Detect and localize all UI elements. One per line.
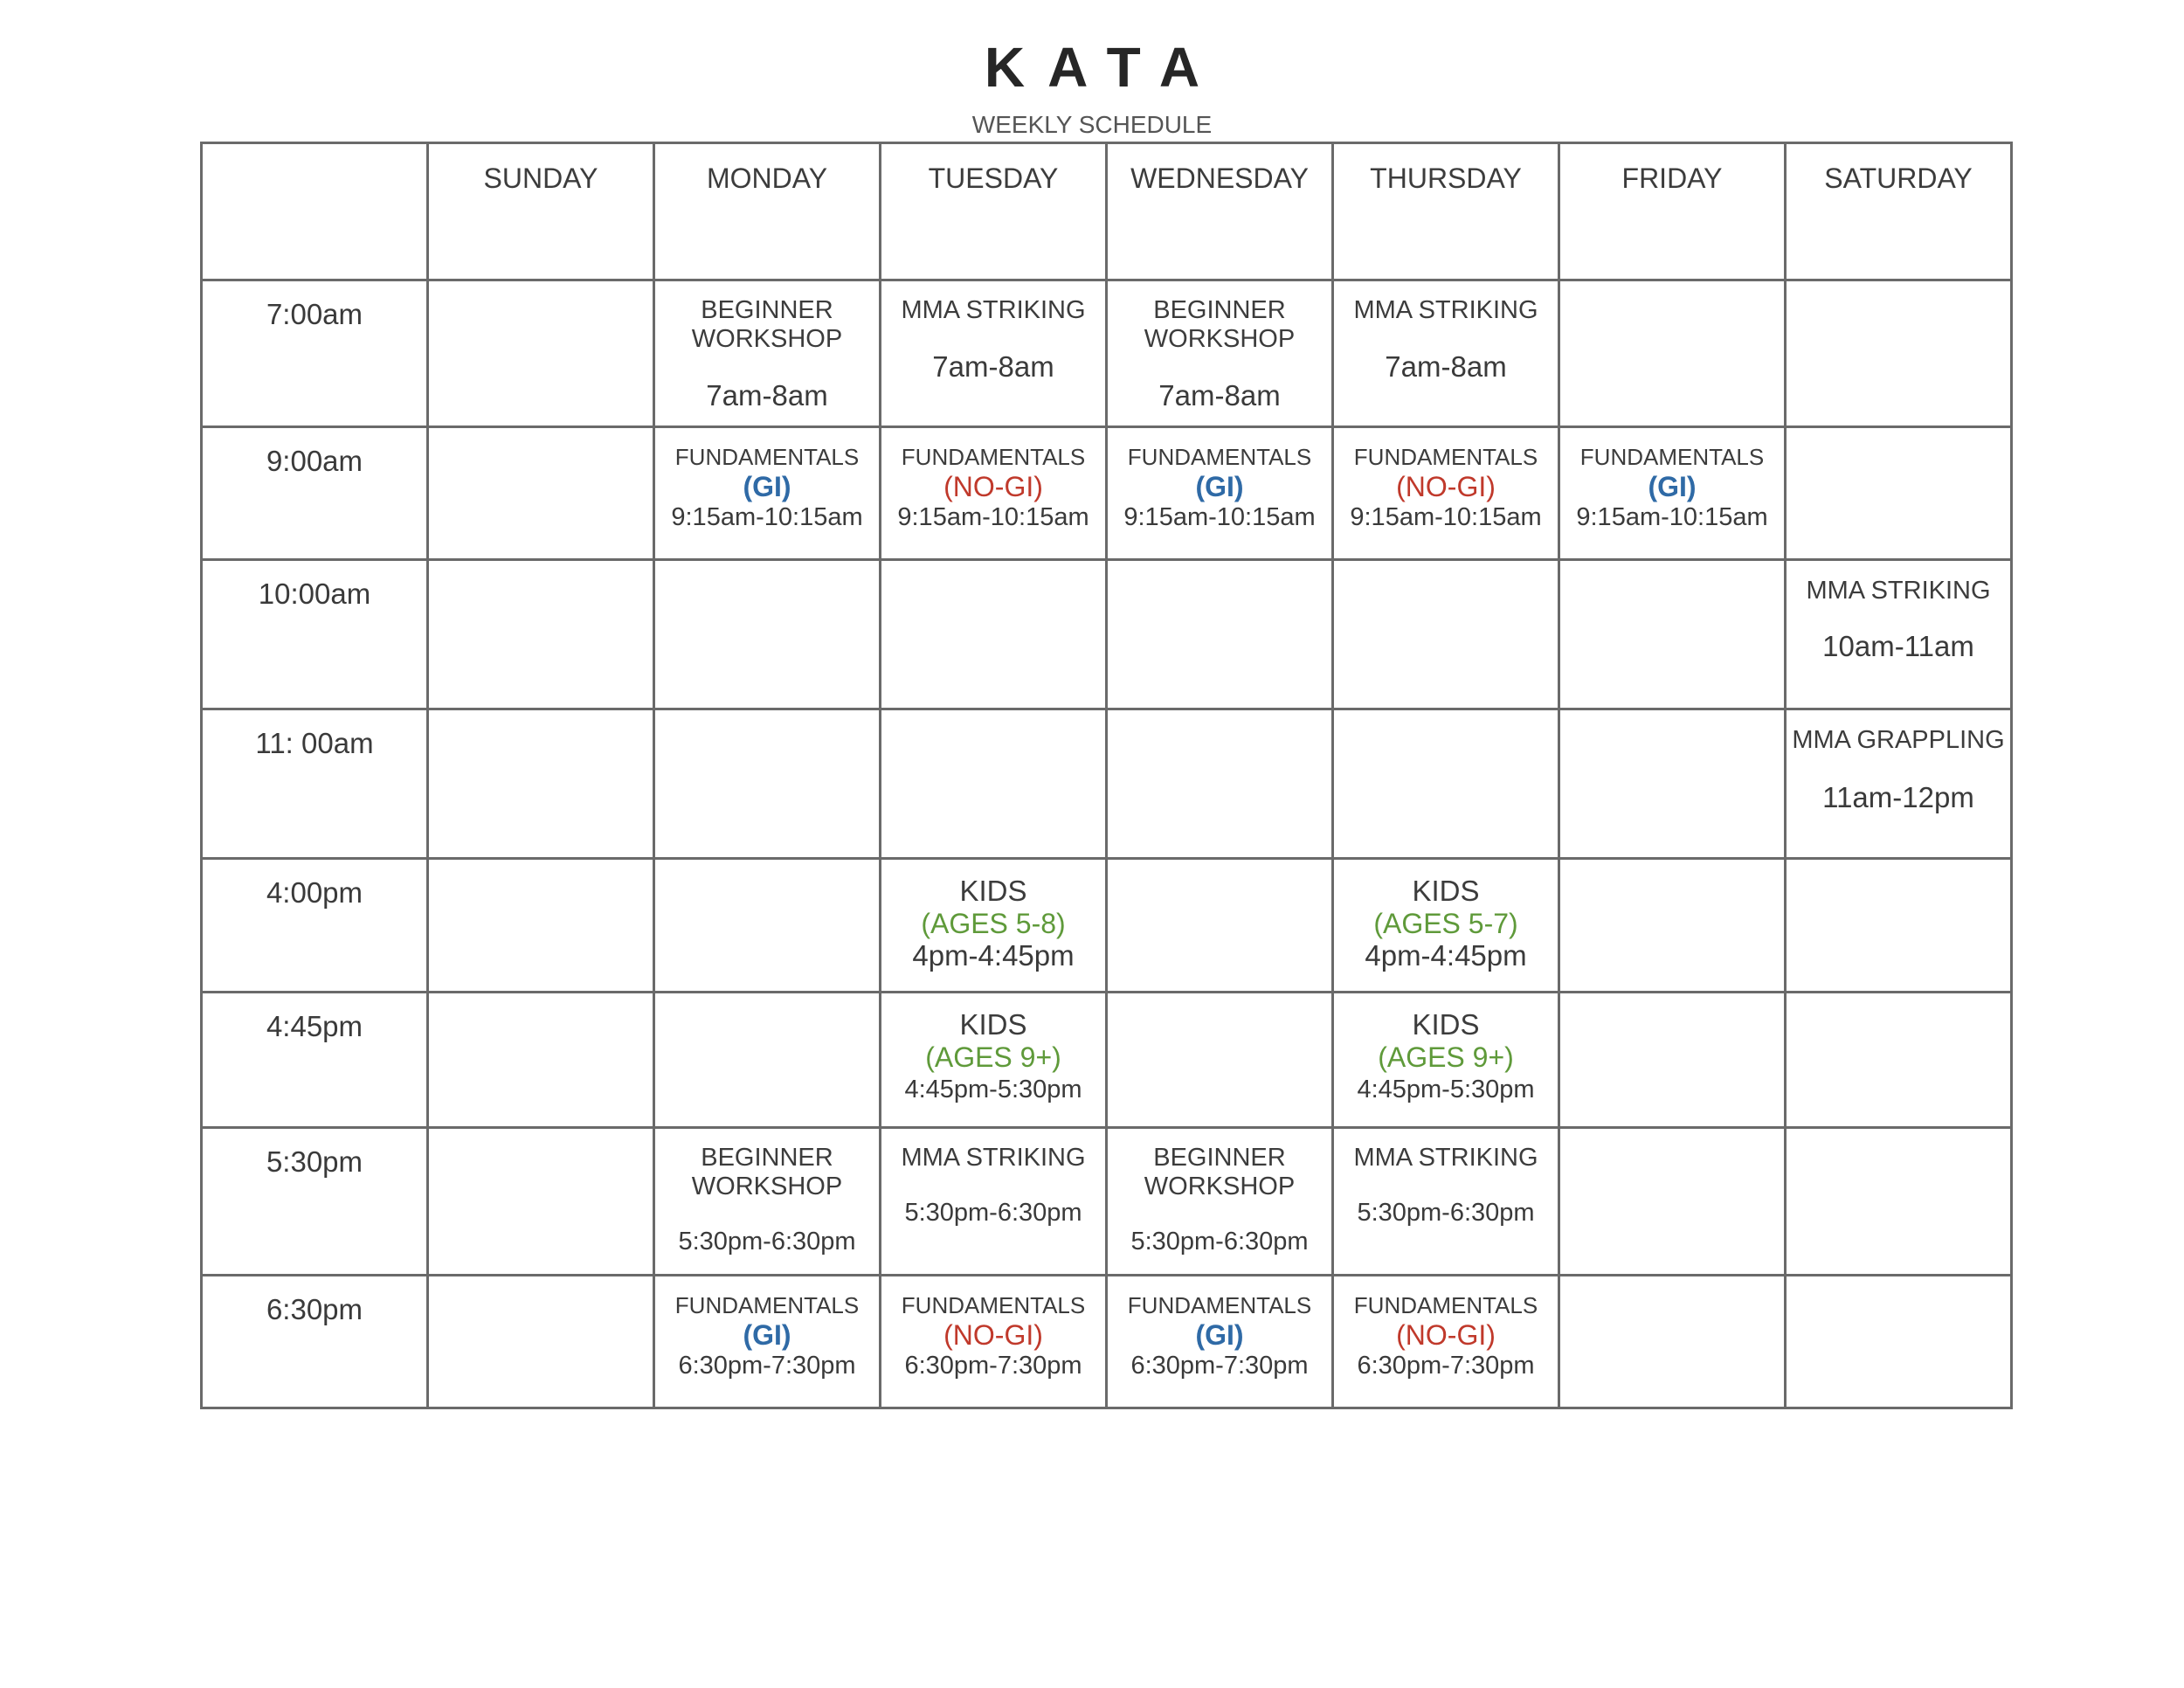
time-cell [202,280,428,427]
time-row [202,560,2012,709]
class-time: 7am-8am [932,350,1054,383]
class-name: BEGINNER WORKSHOP [691,296,843,353]
class-cell [1333,859,1559,993]
ages-tag: (AGES 5-8) [921,908,1066,939]
time-row [202,993,2012,1128]
class-time: 6:30pm-7:30pm [678,1352,856,1380]
empty-cell [1786,427,2012,560]
nogi-tag: (NO-GI) [1396,1319,1496,1351]
class-time: 10am-11am [1822,630,1974,662]
empty-cell [428,1276,654,1408]
gi-tag: (GI) [1195,471,1244,502]
gi-tag: (GI) [1195,1319,1244,1351]
page-subtitle: WEEKLY SCHEDULE [971,111,1213,138]
class-cell [881,859,1107,993]
empty-cell [1559,280,1786,427]
class-name: MMA STRIKING [1806,577,1991,605]
class-time: 4:45pm-5:30pm [904,1076,1082,1103]
time-row [202,280,2012,427]
day-header [428,143,654,280]
empty-cell [881,560,1107,709]
time-label: 10:00am [258,578,371,610]
class-cell [654,280,881,427]
gi-tag: (GI) [743,471,791,502]
class-name: FUNDAMENTALS [901,444,1086,470]
gi-tag: (GI) [1648,471,1697,502]
class-name: MMA STRIKING [1353,1144,1538,1172]
class-time: 9:15am-10:15am [671,503,863,531]
time-row [202,709,2012,859]
day-header [1786,143,2012,280]
time-label: 5:30pm [266,1145,363,1178]
class-time: 9:15am-10:15am [1123,503,1316,531]
empty-cell [428,427,654,560]
day-label: WEDNESDAY [1130,163,1309,194]
empty-cell [1559,993,1786,1128]
class-cell [1786,560,2012,709]
empty-cell [1107,709,1333,859]
class-time: 9:15am-10:15am [1350,503,1542,531]
class-time: 5:30pm-6:30pm [678,1228,856,1256]
class-name: BEGINNER WORKSHOP [691,1144,843,1200]
time-label: 7:00am [266,298,363,330]
time-label: 4:45pm [266,1010,363,1042]
ages-tag: (AGES 5-7) [1373,908,1518,939]
time-cell [202,427,428,560]
empty-cell [1333,709,1559,859]
time-label: 9:00am [266,445,363,477]
empty-cell [1107,993,1333,1128]
page-title: KATA [984,36,1223,99]
empty-cell [428,560,654,709]
day-header [654,143,881,280]
empty-cell [1786,1276,2012,1408]
day-label: THURSDAY [1370,163,1522,194]
class-cell [654,1128,881,1276]
empty-cell [428,280,654,427]
class-name: BEGINNER WORKSHOP [1144,296,1296,353]
class-name: MMA STRIKING [901,296,1086,324]
time-row [202,427,2012,560]
time-label: 6:30pm [266,1293,363,1325]
class-time: 5:30pm-6:30pm [904,1199,1082,1227]
class-cell [1333,280,1559,427]
empty-cell [881,709,1107,859]
empty-cell [1786,1128,2012,1276]
class-time: 7am-8am [706,379,828,412]
empty-cell [428,859,654,993]
empty-cell [1786,859,2012,993]
empty-cell [428,993,654,1128]
class-cell [654,427,881,560]
class-name: FUNDAMENTALS [674,444,860,470]
class-time: 4:45pm-5:30pm [1357,1076,1535,1103]
class-name: FUNDAMENTALS [1127,1292,1312,1318]
day-header [881,143,1107,280]
class-cell [881,1128,1107,1276]
class-cell [1786,709,2012,859]
class-cell [654,1276,881,1408]
empty-cell [428,1128,654,1276]
empty-cell [1786,280,2012,427]
empty-cell [654,859,881,993]
empty-cell [1559,709,1786,859]
time-row [202,1276,2012,1408]
empty-cell [1333,560,1559,709]
class-time: 6:30pm-7:30pm [1130,1352,1309,1380]
day-label: TUESDAY [928,163,1059,194]
class-time: 4pm-4:45pm [912,939,1075,972]
class-time: 9:15am-10:15am [1576,503,1768,531]
class-cell [1107,1276,1333,1408]
class-cell [881,1276,1107,1408]
day-label: SATURDAY [1824,163,1973,194]
time-row [202,1128,2012,1276]
day-header-row [202,143,2012,280]
class-name: FUNDAMENTALS [1353,1292,1538,1318]
class-name: KIDS [1412,875,1480,907]
day-header [1559,143,1786,280]
class-time: 11am-12pm [1822,781,1974,813]
time-label: 11: 00am [255,727,374,759]
gi-tag: (GI) [743,1319,791,1351]
class-time: 5:30pm-6:30pm [1130,1228,1309,1256]
ages-tag: (AGES 9+) [925,1041,1061,1073]
class-name: KIDS [959,1008,1027,1041]
class-cell [1333,1276,1559,1408]
empty-cell [1107,859,1333,993]
class-name: MMA STRIKING [901,1144,1086,1172]
class-cell [881,280,1107,427]
time-cell [202,560,428,709]
empty-cell [1559,859,1786,993]
class-name: MMA GRAPPLING [1792,726,2005,754]
day-header [1107,143,1333,280]
day-label: MONDAY [706,163,828,194]
ages-tag: (AGES 9+) [1378,1041,1514,1073]
nogi-tag: (NO-GI) [1396,471,1496,502]
class-name: FUNDAMENTALS [1579,444,1765,470]
empty-cell [1786,993,2012,1128]
empty-cell [1107,560,1333,709]
corner-cell [202,143,428,280]
day-label: FRIDAY [1621,163,1723,194]
nogi-tag: (NO-GI) [943,471,1043,502]
day-label: SUNDAY [483,163,598,194]
class-name: KIDS [1412,1008,1480,1041]
class-cell [1333,427,1559,560]
time-cell [202,709,428,859]
class-name: FUNDAMENTALS [901,1292,1086,1318]
empty-cell [1559,560,1786,709]
class-cell [1107,1128,1333,1276]
class-cell [881,427,1107,560]
class-time: 4pm-4:45pm [1365,939,1527,972]
class-name: MMA STRIKING [1353,296,1538,324]
time-cell [202,1128,428,1276]
class-time: 6:30pm-7:30pm [904,1352,1082,1380]
class-time: 9:15am-10:15am [897,503,1089,531]
empty-cell [654,709,881,859]
day-header [1333,143,1559,280]
class-time: 7am-8am [1385,350,1507,383]
class-cell [1333,1128,1559,1276]
class-name: FUNDAMENTALS [674,1292,860,1318]
time-cell [202,859,428,993]
empty-cell [654,560,881,709]
class-cell [1107,427,1333,560]
class-cell [1559,427,1786,560]
time-label: 4:00pm [266,876,363,909]
time-cell [202,993,428,1128]
class-time: 7am-8am [1158,379,1281,412]
empty-cell [654,993,881,1128]
class-name: FUNDAMENTALS [1353,444,1538,470]
class-cell [1333,993,1559,1128]
class-time: 6:30pm-7:30pm [1357,1352,1535,1380]
class-name: KIDS [959,875,1027,907]
empty-cell [428,709,654,859]
nogi-tag: (NO-GI) [943,1319,1043,1351]
class-time: 5:30pm-6:30pm [1357,1199,1535,1227]
class-name: BEGINNER WORKSHOP [1144,1144,1296,1200]
empty-cell [1559,1276,1786,1408]
time-row [202,859,2012,993]
weekly-schedule-table [200,142,2013,1409]
empty-cell [1559,1128,1786,1276]
class-name: FUNDAMENTALS [1127,444,1312,470]
time-cell [202,1276,428,1408]
class-cell [1107,280,1333,427]
class-cell [881,993,1107,1128]
